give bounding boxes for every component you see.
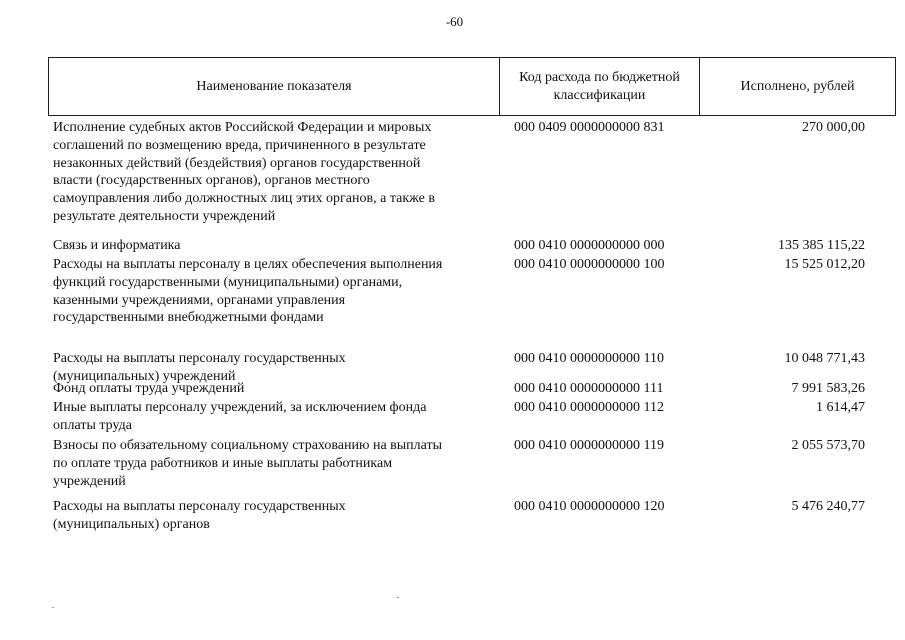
header-amount-column: Исполнено, рублей (740, 78, 855, 94)
row-code: 000 0409 0000000000 831 (514, 120, 665, 135)
row-name-line: по оплате труда работников и иные выплаты работникам (53, 455, 393, 471)
header-code-column (500, 58, 700, 115)
row-amount: 1 614,47 (816, 400, 865, 415)
row-name (53, 119, 498, 226)
header-code-line2: классификации (553, 87, 646, 103)
row-name-line: Расходы на выплаты персоналу государственных (53, 351, 346, 366)
row-name-line: оплаты труда (53, 417, 132, 433)
row-amount: 5 476 240,77 (791, 499, 865, 514)
row-name-line: соглашений по возмещению вреда, причиненного в результате (53, 137, 426, 153)
row-name-line: самоуправления либо должностных лиц этих органов, а также в (53, 191, 435, 207)
row-amount: 10 048 771,43 (784, 351, 865, 366)
row-code: 000 0410 0000000000 112 (514, 400, 664, 415)
row-code: 000 0410 0000000000 111 (514, 381, 664, 396)
row-name (53, 380, 498, 398)
row-code: 000 0410 0000000000 000 (514, 238, 665, 253)
row-code: 000 0410 0000000000 119 (514, 438, 664, 453)
table-header (48, 57, 896, 116)
row-name-line: учреждений (53, 473, 126, 489)
row-amount: 2 055 573,70 (791, 438, 865, 453)
header-code-line1: Код расхода по бюджетной (519, 69, 680, 85)
row-amount: 15 525 012,20 (784, 257, 865, 272)
row-amount: 7 991 583,26 (791, 381, 865, 396)
header-name-column: Наименование показателя (49, 58, 500, 115)
row-name (53, 237, 498, 255)
row-name-line: Связь и информатика (53, 238, 181, 253)
row-code: 000 0410 0000000000 100 (514, 257, 665, 272)
row-code: 000 0410 0000000000 120 (514, 499, 665, 514)
scan-speck (397, 597, 399, 598)
row-name-line: Исполнение судебных актов Российской Федерации и мировых (53, 120, 432, 135)
row-name-line: Иные выплаты персоналу учреждений, за исключением фонда (53, 400, 427, 415)
scan-speck (52, 607, 54, 608)
row-name-line: власти (государственных органов), органов местного (53, 173, 370, 189)
row-name (53, 498, 498, 534)
row-name-line: (муниципальных) учреждений (53, 368, 236, 384)
row-name-line: Расходы на выплаты персоналу государственных (53, 499, 346, 514)
row-name (53, 256, 498, 327)
row-name-line: государственными внебюджетными фондами (53, 310, 324, 326)
row-name-line: функций государственными (муниципальными) органами, (53, 274, 403, 290)
row-name-line: незаконных действий (бездействия) органов государственной (53, 155, 421, 171)
row-name-line: (муниципальных) органов (53, 516, 210, 532)
row-name-line: казенными учреждениями, органами управления (53, 292, 346, 308)
row-name-line: Фонд оплаты труда учреждений (53, 381, 245, 396)
row-code: 000 0410 0000000000 110 (514, 351, 664, 366)
row-amount: 135 385 115,22 (778, 238, 865, 253)
row-name-line: Расходы на выплаты персоналу в целях обеспечения выполнения (53, 257, 443, 272)
row-name-line: Взносы по обязательному социальному страхованию на выплаты (53, 438, 443, 453)
row-name (53, 399, 498, 435)
row-name-line: результате деятельности учреждений (53, 208, 276, 224)
page-number: -60 (445, 14, 464, 29)
row-name (53, 437, 498, 490)
row-amount: 270 000,00 (802, 120, 865, 135)
